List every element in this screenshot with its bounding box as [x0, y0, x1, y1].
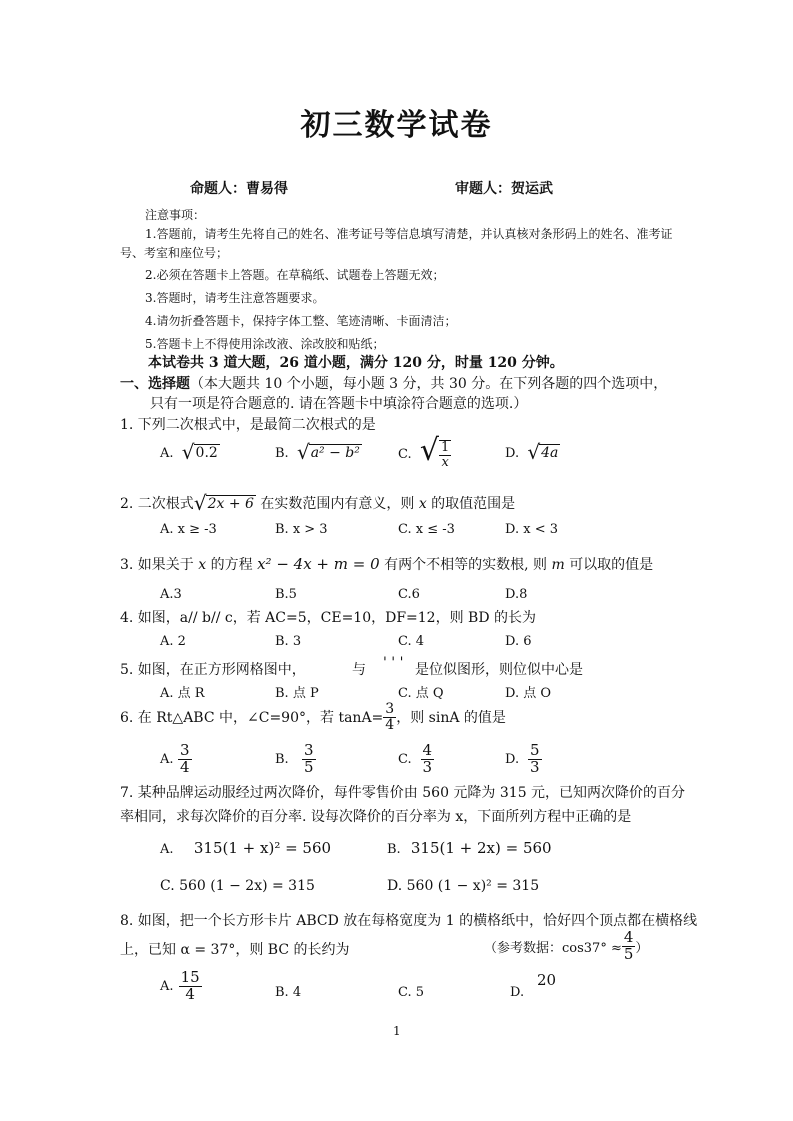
setter: 命题人：曹易得 — [190, 181, 288, 197]
q2-option-d: D. x < 3 — [505, 522, 558, 537]
q1-option-a: A. √0.2 — [160, 440, 218, 464]
q5-option-c: C. 点 Q — [398, 686, 444, 701]
notice-item-1-cont: 号、考室和座位号； — [120, 246, 229, 260]
q7-option-b: B. 315(1 + 2x) = 560 — [387, 839, 552, 857]
q5-stem-part-1: 5. 如图，在正方形网格图中， — [120, 662, 306, 678]
q4-stem: 4. 如图，a// b// c，若 AC=5，CE=10，DF=12，则 BD 的长为 — [120, 610, 537, 626]
notice-item-4: 4.请勿折叠答题卡，保持字体工整、笔迹清晰、卡面清洁； — [145, 314, 457, 328]
notice-item-5: 5.答题卡上不得使用涂改液、涂改胶和贴纸； — [145, 337, 385, 351]
q8-option-a: A. $\frac{15}{4}$ — [160, 968, 200, 1003]
q6-stem: 6. 在 Rt△ABC 中，∠C=90°，若 tanA= $\frac{3}{4}$ ，则 sinA 的值是 — [120, 701, 506, 733]
q8-option-c: C. 5 — [398, 985, 425, 1000]
q1-option-b: B. √a² − b² — [275, 440, 360, 464]
q6-option-c: C. $\frac{4}{3}$ — [398, 741, 433, 776]
q1-option-d: D. √4a — [505, 440, 559, 464]
q2-option-c: C. x ≤ -3 — [398, 522, 455, 537]
q7-option-d: D. 560 (1 − x)² = 315 — [387, 878, 540, 894]
q3-stem: 3. 如果关于 x 的方程 x² − 4x + m = 0 有两个不相等的实数根, 则 m 可以取的值是 — [120, 555, 654, 573]
q3-option-c: C.6 — [398, 587, 420, 602]
q3-option-b: B.5 — [275, 587, 297, 602]
q7-stem-line-1: 7. 某种品牌运动服经过两次降价，每件零售价由 560 元降为 315 元，已知两次降价的百分 — [120, 785, 686, 801]
q3-option-d: D.8 — [505, 587, 528, 602]
q2-option-b: B. x > 3 — [275, 522, 328, 537]
q8-stem-line-1: 8. 如图，把一个长方形卡片 ABCD 放在每格宽度为 1 的横格纸中，恰好四个顶点都在横格线 — [120, 913, 698, 929]
q6-option-b: B. $\frac{3}{5}$ — [275, 741, 314, 776]
q5-option-b: B. 点 P — [275, 686, 319, 701]
q2-stem: 2. 二次根式√2x + 6 在实数范围内有意义，则 x 的取值范围是 — [120, 491, 516, 515]
q5-stem-part-2: 与 — [352, 662, 366, 678]
section-1-label: 一、选择题 — [120, 376, 190, 392]
notice-item-3: 3.答题时，请考生注意答题要求。 — [145, 291, 325, 305]
notice-heading: 注意事项： — [145, 208, 206, 222]
notice-item-1: 1.答题前，请考生先将自己的姓名、准考证号等信息填写清楚，并认真核对条形码上的姓名、准考证 — [145, 227, 673, 241]
q1-stem: 1. 下列二次根式中，是最简二次根式的是 — [120, 417, 376, 433]
q1-option-c: C. √ $\frac{1}{x}$ — [398, 433, 450, 470]
q2-option-a: A. x ≥ -3 — [160, 522, 217, 537]
q7-option-c: C. 560 (1 − 2x) = 315 — [160, 878, 315, 894]
page-title: 初三数学试卷 — [300, 108, 493, 143]
q3-option-a: A.3 — [160, 587, 182, 602]
q6-option-a: A. $\frac{3}{4}$ — [160, 741, 190, 776]
q4-option-c: C. 4 — [398, 634, 425, 649]
q5-option-d: D. 点 O — [505, 686, 552, 701]
q8-option-d-label: D. — [510, 985, 525, 1000]
notice-item-2: 2.必须在答题卡上答题。在草稿纸、试题卷上答题无效； — [145, 268, 445, 282]
section-1-desc-cont: 只有一项是符合题意的. 请在答题卡中填涂符合题意的选项.） — [150, 396, 528, 412]
q4-option-b: B. 3 — [275, 634, 302, 649]
page-number: 1 — [393, 1024, 401, 1038]
q6-option-d: D. $\frac{5}{3}$ — [505, 741, 540, 776]
q4-option-a: A. 2 — [160, 634, 186, 649]
reviewer: 审题人：贺运武 — [455, 181, 553, 197]
q5-stem-part-3: 是位似图形，则位似中心是 — [415, 662, 583, 678]
q7-option-a: A. 315(1 + x)² = 560 — [160, 839, 332, 857]
q8-option-b: B. 4 — [275, 985, 302, 1000]
q5-figure-marks: ' ' ' — [383, 655, 404, 671]
q7-stem-line-2: 率相同，求每次降价的百分率. 设每次降价的百分率为 x，下面所列方程中正确的是 — [120, 809, 632, 825]
section-1-header — [120, 373, 667, 393]
q8-reference-data: （参考数据：cos37° ≈ $\frac{4}{5}$ ） — [484, 928, 649, 963]
q4-option-d: D. 6 — [505, 634, 532, 649]
exam-summary: 本试卷共 3 道大题，26 道小题，满分 120 分，时量 120 分钟。 — [148, 355, 564, 371]
q8-stem-line-2: 上，已知 α = 37°，则 BC 的长约为 — [120, 942, 350, 958]
section-1-desc: （本大题共 10 个小题，每小题 3 分，共 30 分。在下列各题的四个选项中， — [190, 376, 668, 392]
q8-option-d-value: 20 — [537, 971, 557, 989]
q5-option-a: A. 点 R — [160, 686, 205, 701]
